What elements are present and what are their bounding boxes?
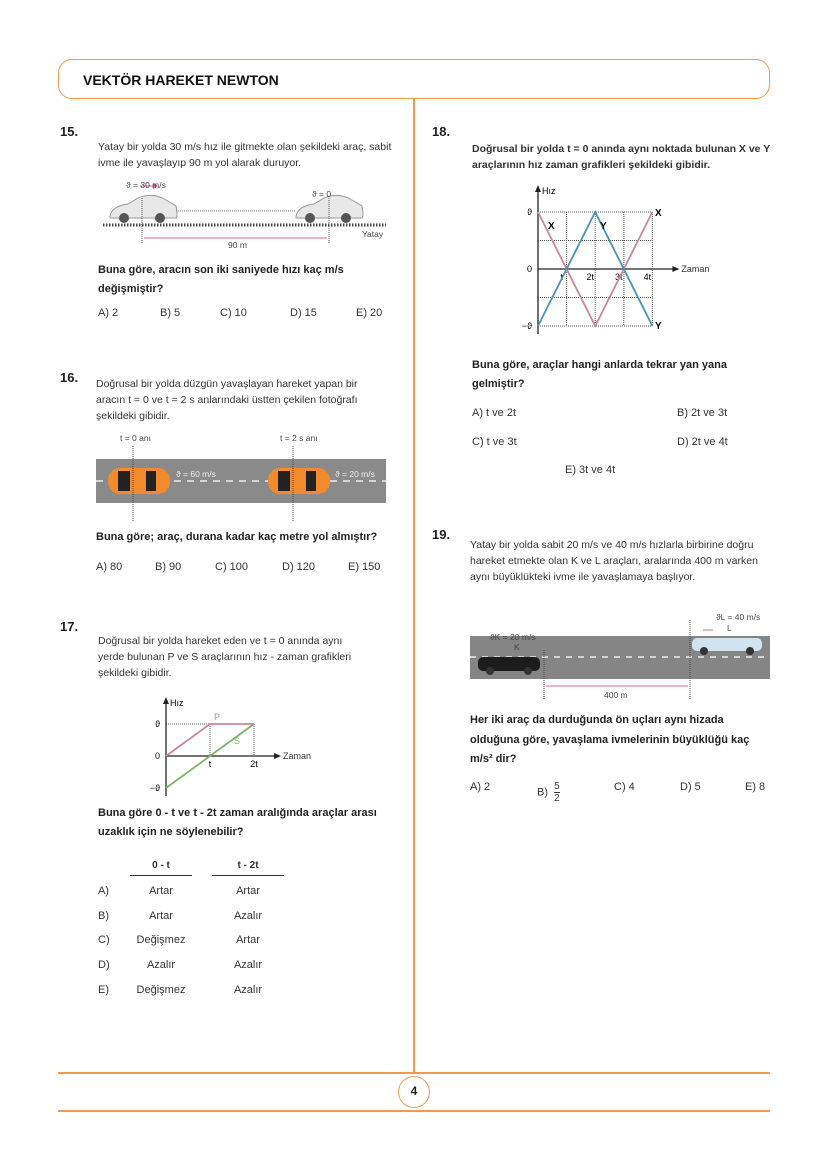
option-letter: A) [98,885,109,897]
q15-option-d[interactable]: D) 15 [290,307,317,319]
q15-text: Yatay bir yolda 30 m/s hız ile gitmekte olan şekildeki araç, sabit ivme ile yavaşlayıp 90 m yol alarak duruyor. [98,141,392,169]
q16-option-a[interactable]: A) 80 [96,561,123,573]
q15-option-b[interactable]: B) 5 [160,307,181,319]
option-0-t: Artar [149,909,173,922]
page-number: 4 [398,1076,430,1108]
option-t-2t: Artar [236,885,260,897]
q18-option-e[interactable]: E) 3t ve 4t [565,464,616,476]
series-label-x: X [548,221,555,232]
q19-k-label: K [514,642,520,652]
q19-question-unit: m/s² dir? [470,753,517,765]
option-t-2t: Artar [236,934,260,947]
fraction-numerator: 5 [554,781,560,792]
option-t-2t: Azalır [233,959,263,972]
series-end-label-x: X [655,208,662,219]
q15-v-start: ϑ = 30 m/s [126,180,166,190]
option-t-2t: Azalır [233,983,263,996]
option-letter: D) [98,959,110,972]
q16-t2: t = 2 s anı [280,433,318,443]
q19-vk: ϑK = 20 m/s [490,632,536,642]
q19-vl: ϑL = 40 m/s [716,612,761,622]
x-axis-arrow-icon [672,266,679,272]
q19-question: Her iki araç da durduğunda ön uçları aynı hizada olduğuna göre, yavaşlama ivmelerinin büyüklüğü kaç [470,714,750,746]
option-letter: B) [98,909,109,922]
q17-question: Buna göre 0 - t ve t - 2t zaman aralığında araçlar arası uzaklık için ne söylenebilir? [98,807,377,838]
q17-number: 17. [60,619,79,634]
q16-v2: ϑ = 20 m/s [335,469,375,479]
option-letter: E) [98,983,109,996]
q15-ground: Yatay [362,229,384,239]
option-letter: C) [98,934,110,947]
y-tick-label: 0 [526,264,532,274]
q15-option-e[interactable]: E) 20 [356,307,383,319]
y-tick-label: −ϑ [149,783,160,793]
q18-option-d[interactable]: D) 2t ve 4t [677,436,728,448]
q18-option-a[interactable]: A) t ve 2t [472,407,517,419]
q15-number: 15. [60,124,79,139]
q19-option-e[interactable]: E) 8 [745,781,766,793]
q18-option-b[interactable]: B) 2t ve 3t [677,407,728,419]
q15-option-c[interactable]: C) 10 [220,307,247,319]
x-tick-label: t [208,759,212,769]
series-label-p: P [214,712,221,722]
x-tick-label: 3t [615,272,623,282]
y-axis-label: Hız [170,698,184,708]
q18-option-c[interactable]: C) t ve 3t [472,436,517,448]
q16-option-b[interactable]: B) 90 [155,561,182,573]
q19-option-a[interactable]: A) 2 [470,781,491,793]
table-header-0-t: 0 - t [130,860,192,876]
x-axis-label: Zaman [283,751,312,761]
y-tick-label: −ϑ [521,321,532,331]
q19-text: Yatay bir yolda sabit 20 m/s ve 40 m/s hızlarla birbirine doğru hareket etmekte olan K ve L araçları, aralarında 400 m varken aynı büyüklükteki ivme ile yavaşlamaya başlıyor. [470,539,758,583]
x-axis-label: Zaman [681,264,710,274]
x-tick-label: 4t [643,272,652,282]
q15-question: Buna göre, aracın son iki saniyede hızı kaç m/s değişmiştir? [98,264,344,295]
series-end-label-y: Y [655,321,662,332]
q16-option-d[interactable]: D) 120 [282,561,316,573]
option-0-t: Değişmez [136,934,186,947]
q18-text: Doğrusal bir yolda t = 0 anında aynı noktada bulunan X ve Y araçlarının hız zaman grafikleri şekildeki gibidir. [472,143,771,171]
table-header-t-2t: t - 2t [212,860,284,876]
y-axis-arrow-icon [535,185,541,192]
q18-number: 18. [432,124,451,139]
series-label-y: Y [600,221,607,232]
fraction-denominator: 2 [554,793,560,804]
q16-v0: ϑ = 60 m/s [176,469,216,479]
option-t-2t: Azalır [233,909,263,922]
y-tick-label: ϑ [527,207,532,217]
y-axis-label: Hız [542,186,556,196]
q15-option-a[interactable]: A) 2 [98,307,119,319]
q16-option-c[interactable]: C) 100 [215,561,249,573]
option-0-t: Artar [149,885,173,897]
q16-question: Buna göre; araç, durana kadar kaç metre yol almıştır? [96,531,378,543]
q18-question: Buna göre, araçlar hangi anlarda tekrar yan yana gelmiştir? [472,359,727,390]
series-label-s: S [234,736,241,746]
q17-text: Doğrusal bir yolda hareket eden ve t = 0 anında aynı yerde bulunan P ve S araçlarının hız - zaman grafikleri şekildeki gibidir. [98,635,352,679]
y-tick-label: 0 [154,751,160,761]
q19-option-b[interactable] [537,781,560,804]
x-tick-label: 2t [250,759,258,769]
q19-l-label: L [727,623,732,633]
q19-number: 19. [432,527,451,542]
q19-distance: 400 m [604,690,628,700]
q15-v-end: ϑ = 0 [312,189,332,199]
q19-option-d[interactable]: D) 5 [680,781,701,793]
page-title: VEKTÖR HAREKET NEWTON [83,72,279,88]
y-tick-label: ϑ [155,719,160,729]
q16-t0: t = 0 anı [120,433,151,443]
q15-distance: 90 m [228,240,247,250]
q16-option-e[interactable]: E) 150 [348,561,381,573]
q19-option-c[interactable]: C) 4 [614,781,635,793]
q19-option-b-label: B) [537,786,548,799]
option-0-t: Azalır [146,959,176,972]
q16-text: Doğrusal bir yolda düzgün yavaşlayan hareket yapan bir aracın t = 0 ve t = 2 s anlarındaki üstten çekilen fotoğrafı şekildeki gibidir. [96,378,358,422]
option-0-t: Değişmez [136,983,186,996]
q16-number: 16. [60,370,79,385]
x-tick-label: t [560,272,563,282]
x-tick-label: 2t [586,272,594,282]
